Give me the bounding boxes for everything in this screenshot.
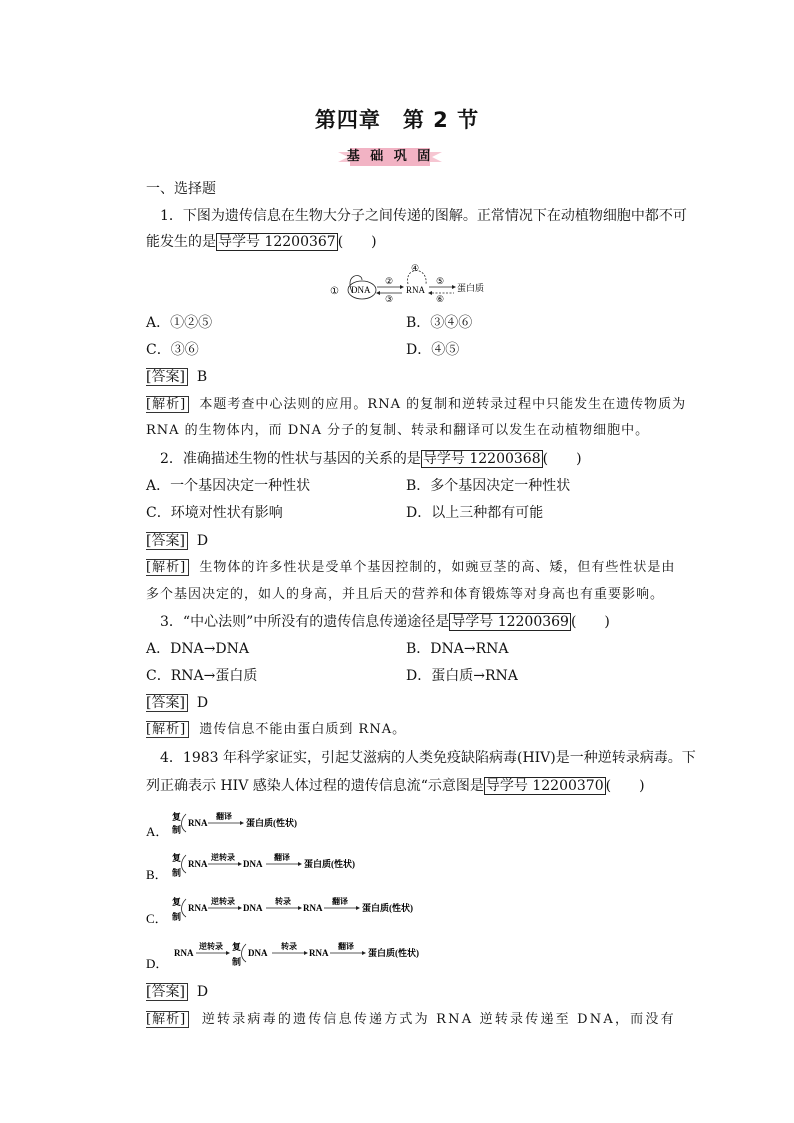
q2-stem-text: 2．准确描述生物的性状与基因的关系的是 <box>160 451 421 467</box>
analysis-tag: [解析] <box>146 396 189 413</box>
q1-central-dogma-figure <box>330 262 500 302</box>
analysis-tag: [解析] <box>146 559 189 576</box>
q1-analysis-line1 <box>146 396 686 413</box>
zhi-label: 制 <box>172 912 182 922</box>
fu-label: 复 <box>172 853 182 863</box>
nizhuanlu-label: 逆转录 <box>211 897 235 906</box>
q4-option-b-diagram <box>146 849 406 885</box>
answer-tag: [答案] <box>146 368 188 386</box>
q1-option-b: B．③④⑥ <box>406 315 473 331</box>
guide-number: 12200368 <box>469 451 541 467</box>
q3-option-b: B．DNA→RNA <box>406 641 509 657</box>
q4-answer-value: D <box>196 984 209 1000</box>
guide-label: 导学号 <box>218 234 260 250</box>
q2-option-a: A．一个基因决定一种性状 <box>146 478 311 494</box>
q4-option-d-diagram <box>146 938 446 974</box>
q2-answer <box>146 532 208 550</box>
page-title: 第四章 第 2 节 <box>314 108 480 132</box>
dna-node: DNA <box>248 948 268 958</box>
fig-dna: DNA <box>351 285 371 295</box>
section-heading: 一、选择题 <box>146 181 216 197</box>
zhuanlu-label: 转录 <box>275 897 291 906</box>
dna-node: DNA <box>243 903 263 913</box>
fu-label: 复 <box>172 812 182 822</box>
q4-answer-blank: ( ) <box>605 778 645 794</box>
q3-option-c: C．RNA→蛋白质 <box>146 668 258 684</box>
q1-analysis-line2: RNA 的生物体内，而 DNA 分子的复制、转录和翻译可以发生在动植物细胞中。 <box>146 423 650 438</box>
answer-tag: [答案] <box>146 694 188 712</box>
q3-answer <box>146 694 208 712</box>
q3-analysis-text1: 遗传信息不能由蛋白质到 RNA。 <box>199 722 407 737</box>
zhuanlu-label: 转录 <box>281 942 297 951</box>
q1-option-a: A．①②⑤ <box>146 315 213 331</box>
analysis-tag: [解析] <box>146 721 189 738</box>
fanyi-label: 翻译 <box>338 942 354 951</box>
q2-option-d: D．以上三种都有可能 <box>406 505 544 521</box>
q4-option-a-diagram <box>146 806 346 842</box>
guide-label: 导学号 <box>485 778 528 794</box>
q2-analysis-text1: 生物体的许多性状是受单个基因控制的，如豌豆茎的高、矮，但有些性状是由 <box>199 560 676 575</box>
q4-stem-line1: 4．1983 年科学家证实，引起艾滋病的人类免疫缺陷病毒(HIV)是一种逆转录病毒。下 <box>160 750 696 766</box>
q1-analysis-text1: 本题考查中心法则的应用。RNA 的复制和逆转录过程中只能发生在遗传物质为 <box>199 397 687 412</box>
analysis-tag: [解析] <box>146 1011 189 1028</box>
q3-option-d: D．蛋白质→RNA <box>406 668 518 684</box>
fig-label-2: ② <box>385 276 394 286</box>
fig-label-1: ① <box>330 286 339 297</box>
q1-stem-line2 <box>146 233 377 251</box>
fu-label: 复 <box>172 897 182 907</box>
rna-node: RNA <box>174 948 194 958</box>
banner-label: 基 础 巩 固 <box>346 149 434 164</box>
dna-node: DNA <box>243 859 263 869</box>
zhi-label: 制 <box>232 957 242 967</box>
q4-analysis-line1 <box>146 1011 676 1028</box>
q3-answer-value: D <box>196 695 209 711</box>
nizhuanlu-label: 逆转录 <box>199 942 223 951</box>
q2-option-c: C．环境对性状有影响 <box>146 505 283 521</box>
q1-stem-tail: 能发生的是 <box>146 234 216 250</box>
protein-node: 蛋白质(性状) <box>304 859 355 869</box>
q1-stem-line1: 1．下图为遗传信息在生物大分子之间传递的图解。正常情况下在动植物细胞中都不可 <box>160 208 687 224</box>
q2-guide-code <box>421 450 543 468</box>
q2-answer-value: D <box>196 533 209 549</box>
protein-node: 蛋白质(性状) <box>368 948 419 958</box>
fig-rna: RNA <box>406 285 426 295</box>
answer-tag: [答案] <box>146 532 188 550</box>
fig-label-4: ④ <box>411 263 420 273</box>
nizhuanlu-label: 逆转录 <box>211 853 235 862</box>
q1-answer-value: B <box>196 369 208 385</box>
zhi-label: 制 <box>172 825 182 835</box>
q1-guide-code <box>216 233 338 251</box>
q4-option-c-diagram <box>146 893 446 929</box>
fig-protein: 蛋白质 <box>457 283 485 293</box>
q3-stem-text: 3．“中心法则”中所没有的遗传信息传递途径是 <box>160 614 450 630</box>
q4-option-c-letter: C． <box>146 911 168 926</box>
q2-answer-blank: ( ) <box>542 451 582 467</box>
q3-option-a: A．DNA→DNA <box>146 641 250 657</box>
fig-label-5: ⑤ <box>436 276 445 286</box>
rna-node: RNA <box>188 859 208 869</box>
q3-stem <box>160 613 610 631</box>
protein-node: 蛋白质(性状) <box>362 903 413 913</box>
q2-stem <box>160 450 582 468</box>
section-banner <box>338 148 442 166</box>
q1-answer-blank: ( ) <box>337 234 377 250</box>
answer-tag: [答案] <box>146 983 188 1001</box>
zhi-label: 制 <box>172 868 182 878</box>
fu-label: 复 <box>232 942 242 952</box>
rna-node: RNA <box>309 948 329 958</box>
fig-label-3: ③ <box>385 294 394 302</box>
q4-stem-line2 <box>146 777 645 795</box>
guide-number: 12200369 <box>497 614 569 630</box>
guide-number: 12200370 <box>532 778 604 794</box>
q3-guide-code <box>449 613 571 631</box>
guide-number: 12200367 <box>264 234 336 250</box>
q3-answer-blank: ( ) <box>570 614 610 630</box>
q1-option-d: D．④⑤ <box>406 342 460 358</box>
q2-option-b: B．多个基因决定一种性状 <box>406 478 571 494</box>
q4-option-d-letter: D． <box>146 956 169 971</box>
q4-option-b-letter: B． <box>146 867 168 882</box>
fanyi-label: 翻译 <box>216 812 232 821</box>
q4-stem-tail: 列正确表示 HIV 感染人体过程的遗传信息流“示意图是 <box>146 778 484 794</box>
fanyi-label: 翻译 <box>332 897 348 906</box>
fig-label-6: ⑥ <box>436 294 445 302</box>
q2-analysis-line1 <box>146 559 675 576</box>
protein-node: 蛋白质(性状) <box>246 818 297 828</box>
fanyi-label: 翻译 <box>274 853 290 862</box>
rna-node: RNA <box>303 903 323 913</box>
guide-label: 导学号 <box>422 451 465 467</box>
q1-option-c: C．③⑥ <box>146 342 199 358</box>
q4-option-a-letter: A． <box>146 824 169 839</box>
q1-answer <box>146 368 207 386</box>
q2-analysis-line2: 多个基因决定的，如人的身高，并且后天的营养和体育锻炼等对身高也有重要影响。 <box>146 587 665 602</box>
q3-analysis-line1 <box>146 721 406 738</box>
q4-analysis-text1: 逆转录病毒的遗传信息传递方式为 RNA 逆转录传递至 DNA，而没有 <box>201 1012 676 1027</box>
q4-guide-code <box>484 777 606 795</box>
rna-node: RNA <box>188 818 208 828</box>
q4-answer <box>146 983 208 1001</box>
rna-node: RNA <box>188 903 208 913</box>
guide-label: 导学号 <box>451 614 494 630</box>
